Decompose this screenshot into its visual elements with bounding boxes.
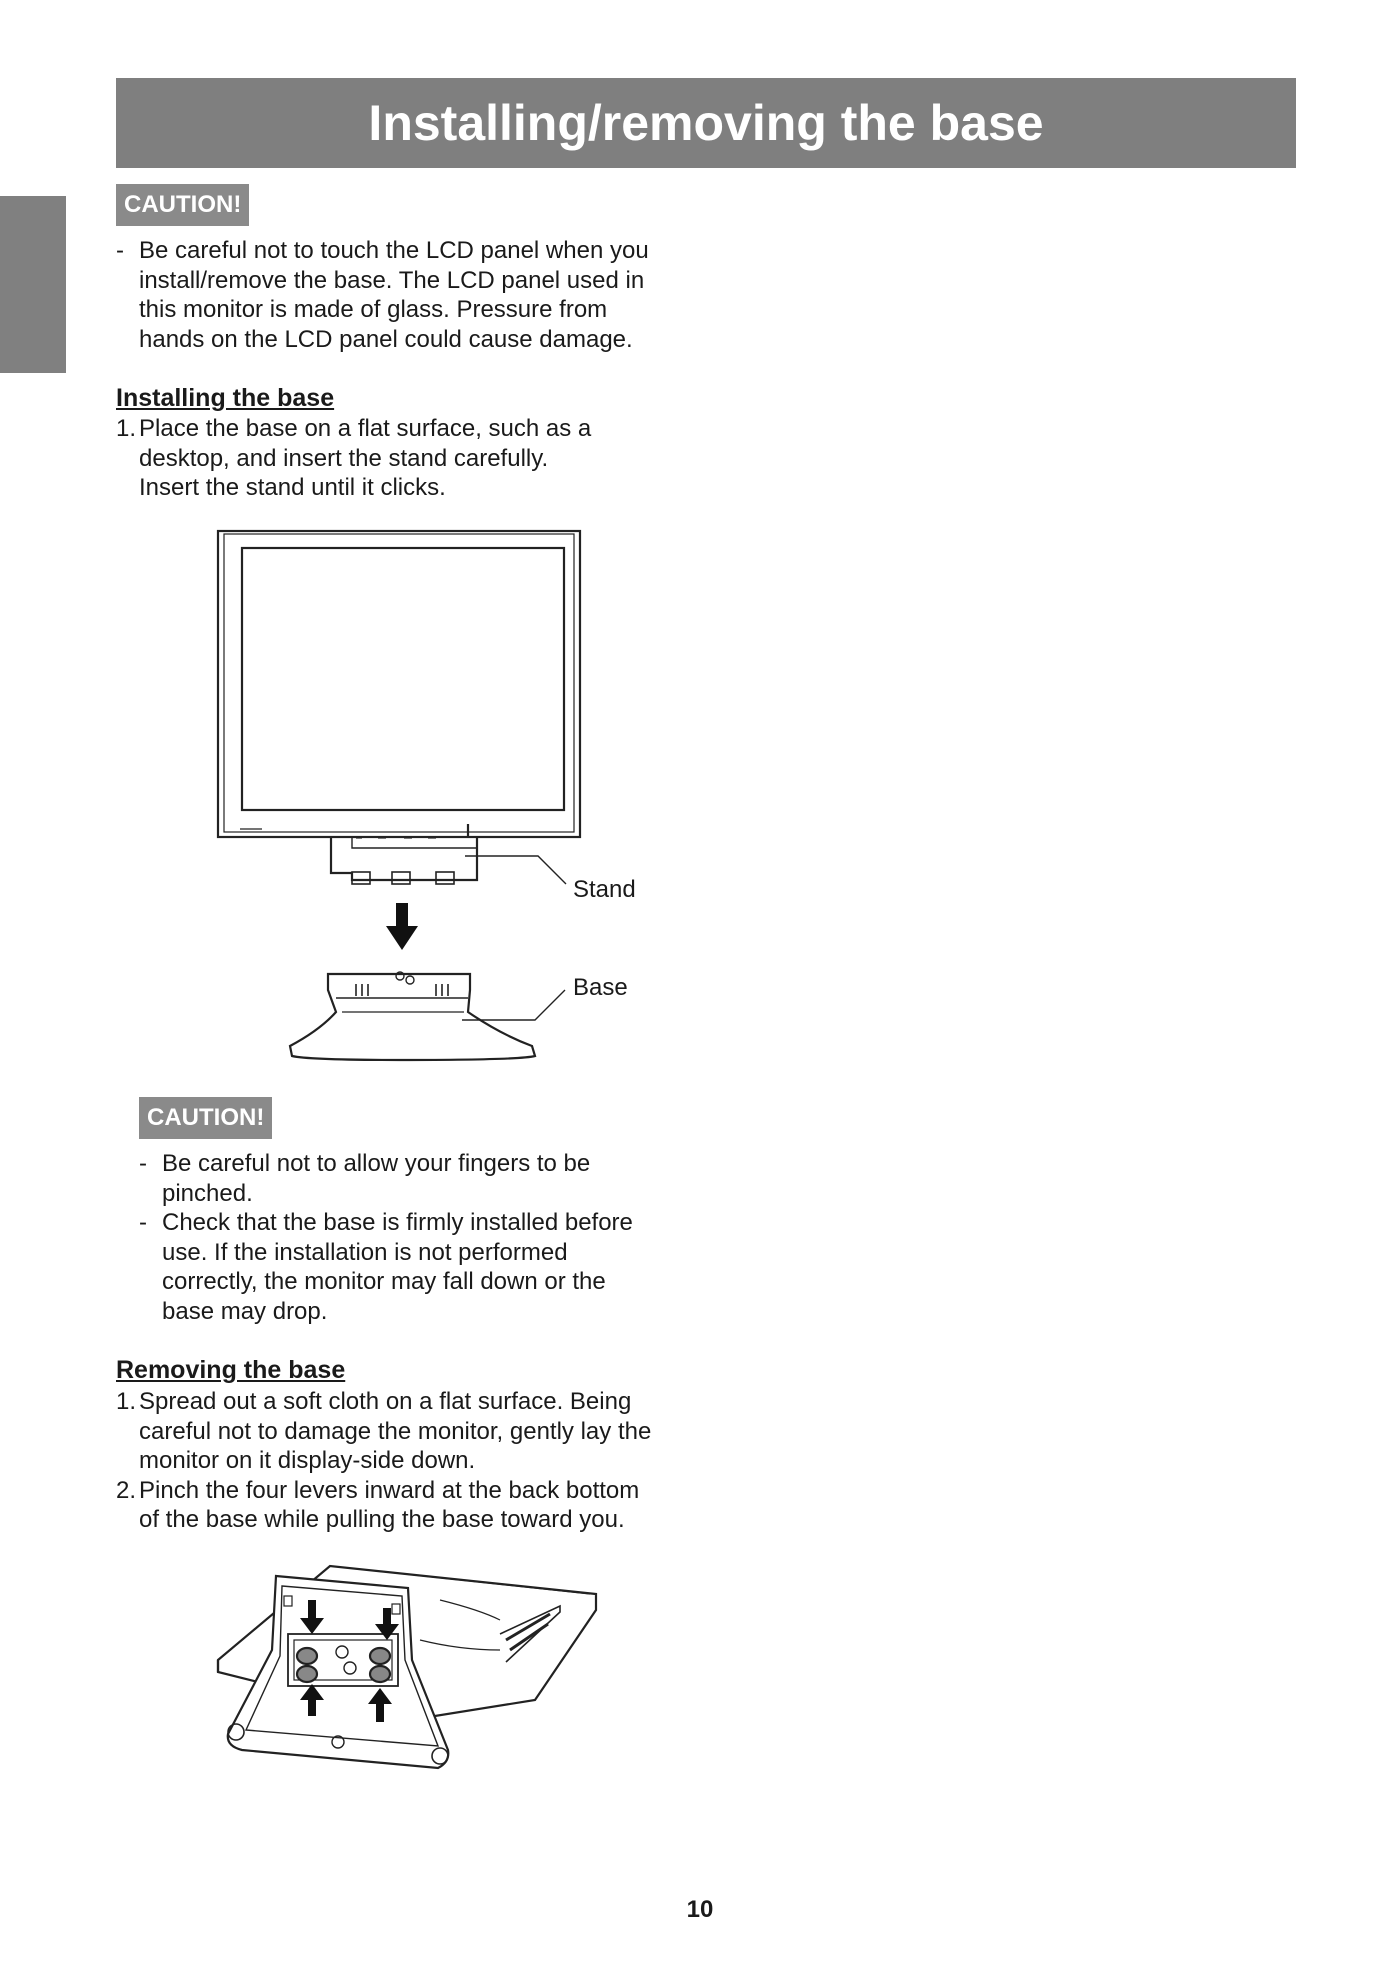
text-line: of the base while pulling the base toward you. — [139, 1506, 625, 1533]
bullet-dash: - — [116, 237, 124, 264]
bullet-dash: - — [139, 1209, 147, 1236]
text-line: Insert the stand until it clicks. — [139, 474, 446, 501]
text-line: pinched. — [162, 1179, 253, 1207]
bullet-dash: - — [139, 1150, 147, 1177]
text-line: Check that the base is firmly installed before — [162, 1209, 633, 1236]
caution-badge: CAUTION! — [139, 1097, 272, 1139]
text-line: Be careful not to allow your fingers to be — [162, 1150, 591, 1177]
lever — [370, 1666, 390, 1682]
installing-heading: Installing the base — [116, 384, 335, 412]
text-line: monitor on it display-side down. — [139, 1447, 476, 1474]
lever — [370, 1648, 390, 1664]
base-plate — [228, 1576, 449, 1768]
text-line: use. If the installation is not performed — [162, 1238, 568, 1266]
text-line: Be careful not to touch the LCD panel when you — [139, 237, 649, 264]
page-title: Installing/removing the base — [116, 78, 1296, 168]
step-number: 2. — [116, 1476, 137, 1504]
text-line: Spread out a soft cloth on a flat surface. Being — [139, 1388, 632, 1415]
text-line: install/remove the base. The LCD panel used in — [139, 266, 645, 294]
lever — [297, 1648, 317, 1664]
text-line: Pinch the four levers inward at the back bottom — [139, 1476, 640, 1504]
text-line: correctly, the monitor may fall down or the — [162, 1268, 606, 1295]
lever — [297, 1666, 317, 1682]
text-line: base may drop. — [162, 1297, 328, 1325]
caution-badge: CAUTION! — [116, 184, 249, 226]
stand-label: Stand — [573, 876, 636, 903]
text-line: Place the base on a flat surface, such as a — [139, 415, 592, 442]
step-number: 1. — [116, 1388, 137, 1415]
step-number: 1. — [116, 415, 137, 442]
text-line: this monitor is made of glass. Pressure from — [139, 296, 608, 323]
page-number: 10 — [686, 1896, 714, 1923]
base-label: Base — [573, 974, 628, 1001]
text-line: hands on the LCD panel could cause damage. — [139, 325, 633, 353]
text-line: desktop, and insert the stand carefully. — [139, 444, 549, 472]
removing-heading: Removing the base — [116, 1356, 346, 1384]
text-line: careful not to damage the monitor, gently lay the — [139, 1417, 652, 1445]
